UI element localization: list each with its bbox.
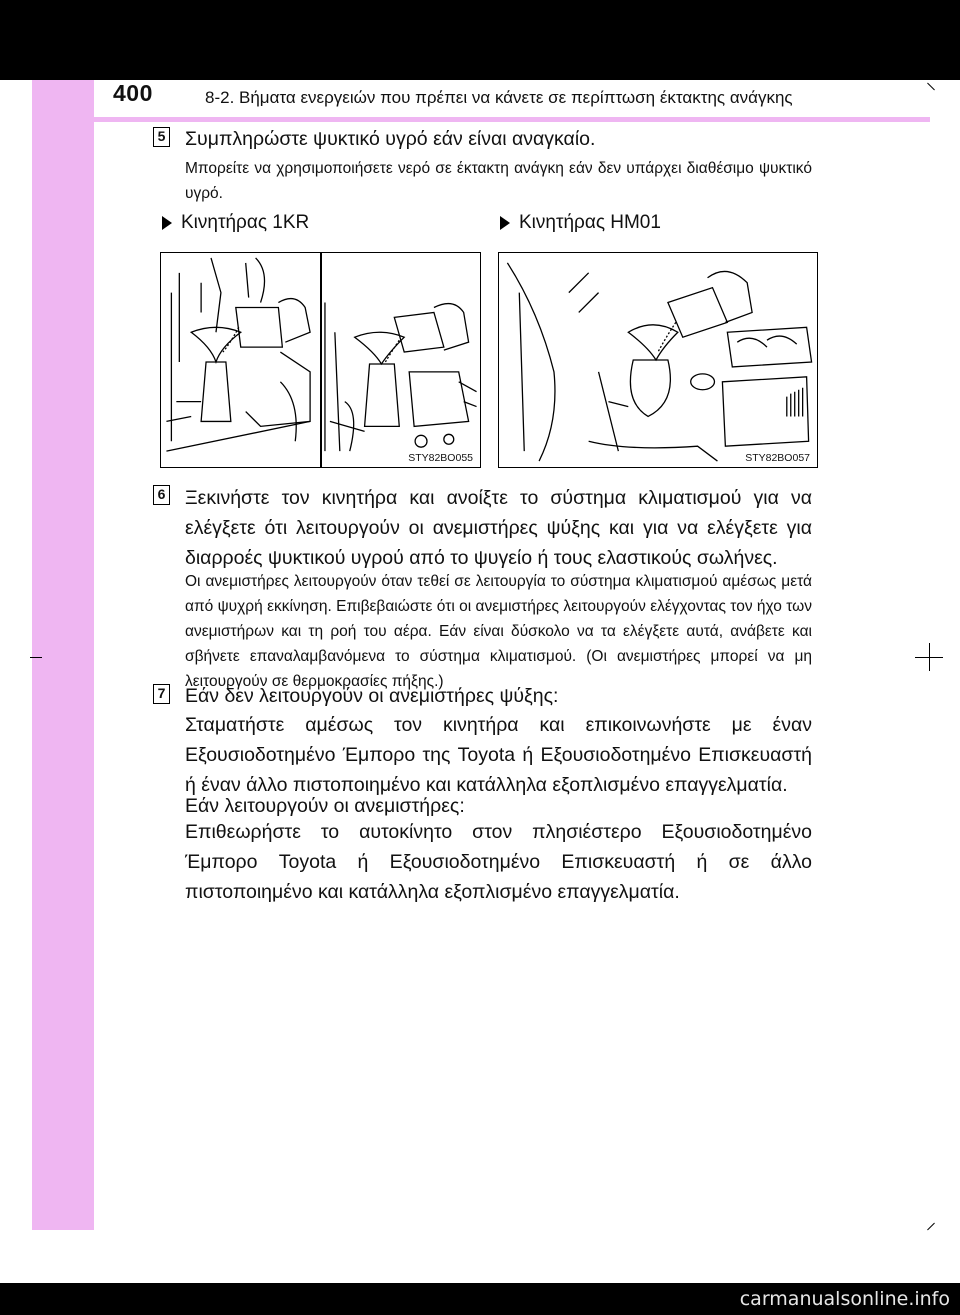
coolant-fill-illustration-hm01 [499,253,817,467]
watermark: carmanualsonline.info [739,1288,950,1310]
crop-mark [927,83,935,91]
figure-code: STY82BO057 [745,452,810,464]
figure-engine-1kr [160,252,481,468]
step-number-6: 6 [153,485,170,505]
step5-note: Μπορείτε να χρησιμοποιήσετε νερό σε έκτακτη ανάγκη εάν δεν υπάρχει διαθέσιμο ψυκτικό υγρό. [185,160,812,202]
step6-title: Ξεκινήστε τον κινητήρα και ανοίξτε το σύστημα κλιματισμού για να ελέγξετε ότι λειτουργούν οι ανεμιστήρες ψύξης και για να ελέγξετε για διαρροές ψυκτικού υγρού από το ψυγείο ή τους ελαστικούς σωλήνες. [185,487,812,569]
figure-code: STY82BO055 [408,452,473,464]
crop-mark [927,1223,935,1231]
variant-right-text: Κινητήρας HM01 [519,212,661,233]
step7-fans-working-label: Εάν λειτουργούν οι ανεμιστήρες: [185,795,465,817]
step7-body-fans-working: Επιθεωρήστε το αυτοκίνητο στον πλησιέστερο Εξουσιοδοτημένο Έμπορο Toyota ή Εξουσιοδοτημένο Επισκευαστή ή σε άλλο πιστοποιημένο και κατάλληλα εξοπλισμένο επαγγελματία. [185,821,812,903]
figure-divider [320,253,322,468]
header-rule [94,117,930,122]
crop-mark [30,657,42,658]
variant-label-left [162,212,309,234]
step-number-5: 5 [153,127,170,147]
step6-note: Οι ανεμιστήρες λειτουργούν όταν τεθεί σε λειτουργία το σύστημα κλιματισμού αμέσως μετά από ψυχρή εκκίνηση. Επιβεβαιώστε ότι οι ανεμιστήρες λειτουργούν ελέγχοντας τον ήχο των ανεμιστήρων και τη ροή του αέρα. Εάν είναι δύσκολο να τα ελέγξετε αυτά, ανάβετε και σβήνετε επαναλαμβανόμενα το σύστημα κλιματισμού. (Οι ανεμιστήρες μπορεί να μη λειτουργούν σε θερμοκρασίες πήξης.) [185,573,812,690]
triangle-bullet-icon [162,216,172,230]
step7-body-no-fans: Σταματήστε αμέσως τον κινητήρα και επικοινωνήστε με έναν Εξουσιοδοτημένο Έμπορο της Toyota ή Εξουσιοδοτημένο Επισκευαστή ή έναν άλλο πιστοποιημένο και κατάλληλα εξοπλισμένο επαγγελματία. [185,714,812,796]
figure-engine-hm01 [498,252,818,468]
chapter-sidebar-tab [32,80,94,1230]
step5-title: Συμπληρώστε ψυκτικό υγρό εάν είναι αναγκαίο. [185,128,596,150]
top-black-bar [0,0,960,80]
crop-mark [929,643,930,671]
step-number-7: 7 [153,684,170,704]
triangle-bullet-icon [500,216,510,230]
page-number: 400 [113,80,153,106]
step7-title: Εάν δεν λειτουργούν οι ανεμιστήρες ψύξης: [185,685,559,707]
variant-left-text: Κινητήρας 1KR [181,212,310,233]
variant-label-right [500,212,661,234]
section-title: 8-2. Βήματα ενεργειών που πρέπει να κάνετε σε περίπτωση έκτακτης ανάγκης [205,88,793,107]
